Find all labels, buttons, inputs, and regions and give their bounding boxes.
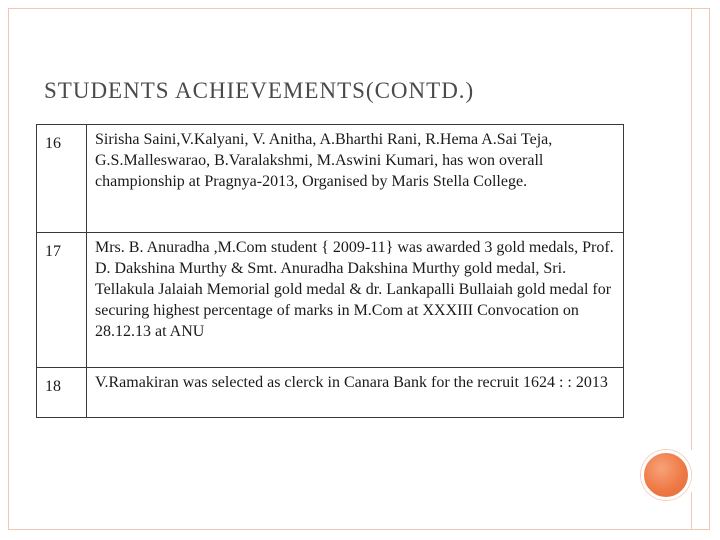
decorative-orange-circle xyxy=(641,450,691,500)
table-row xyxy=(37,233,624,368)
decorative-vertical-line xyxy=(691,8,692,450)
decorative-vertical-line-lower xyxy=(691,492,692,530)
row-description: V.Ramakiran was selected as clerck in Canara Bank for the recruit 1624 : : 2013 xyxy=(87,368,624,418)
row-number: 18 xyxy=(37,368,87,418)
table-row xyxy=(37,125,624,233)
row-description: Sirisha Saini,V.Kalyani, V. Anitha, A.Bharthi Rani, R.Hema A.Sai Teja, G.S.Malleswarao, B.Varalakshmi, M.Aswini Kumari, has won overall championship at Pragnya-2013, Organised by Maris Stella College. xyxy=(87,125,624,233)
row-description: Mrs. B. Anuradha ,M.Com student { 2009-11} was awarded 3 gold medals, Prof. D. Dakshina Murthy & Smt. Anuradha Dakshina Murthy gold medal, Sri. Tellakula Jalaiah Memorial gold medal & dr. Lankapalli Bullaiah gold medal for securing highest percentage of marks in M.Com at XXXIII Convocation on 28.12.13 at ANU xyxy=(87,233,624,368)
table-row xyxy=(37,368,624,418)
row-number: 17 xyxy=(37,233,87,368)
row-number: 16 xyxy=(37,125,87,233)
slide-title: STUDENTS ACHIEVEMENTS(CONTD.) xyxy=(44,78,475,103)
achievements-table xyxy=(36,124,624,418)
